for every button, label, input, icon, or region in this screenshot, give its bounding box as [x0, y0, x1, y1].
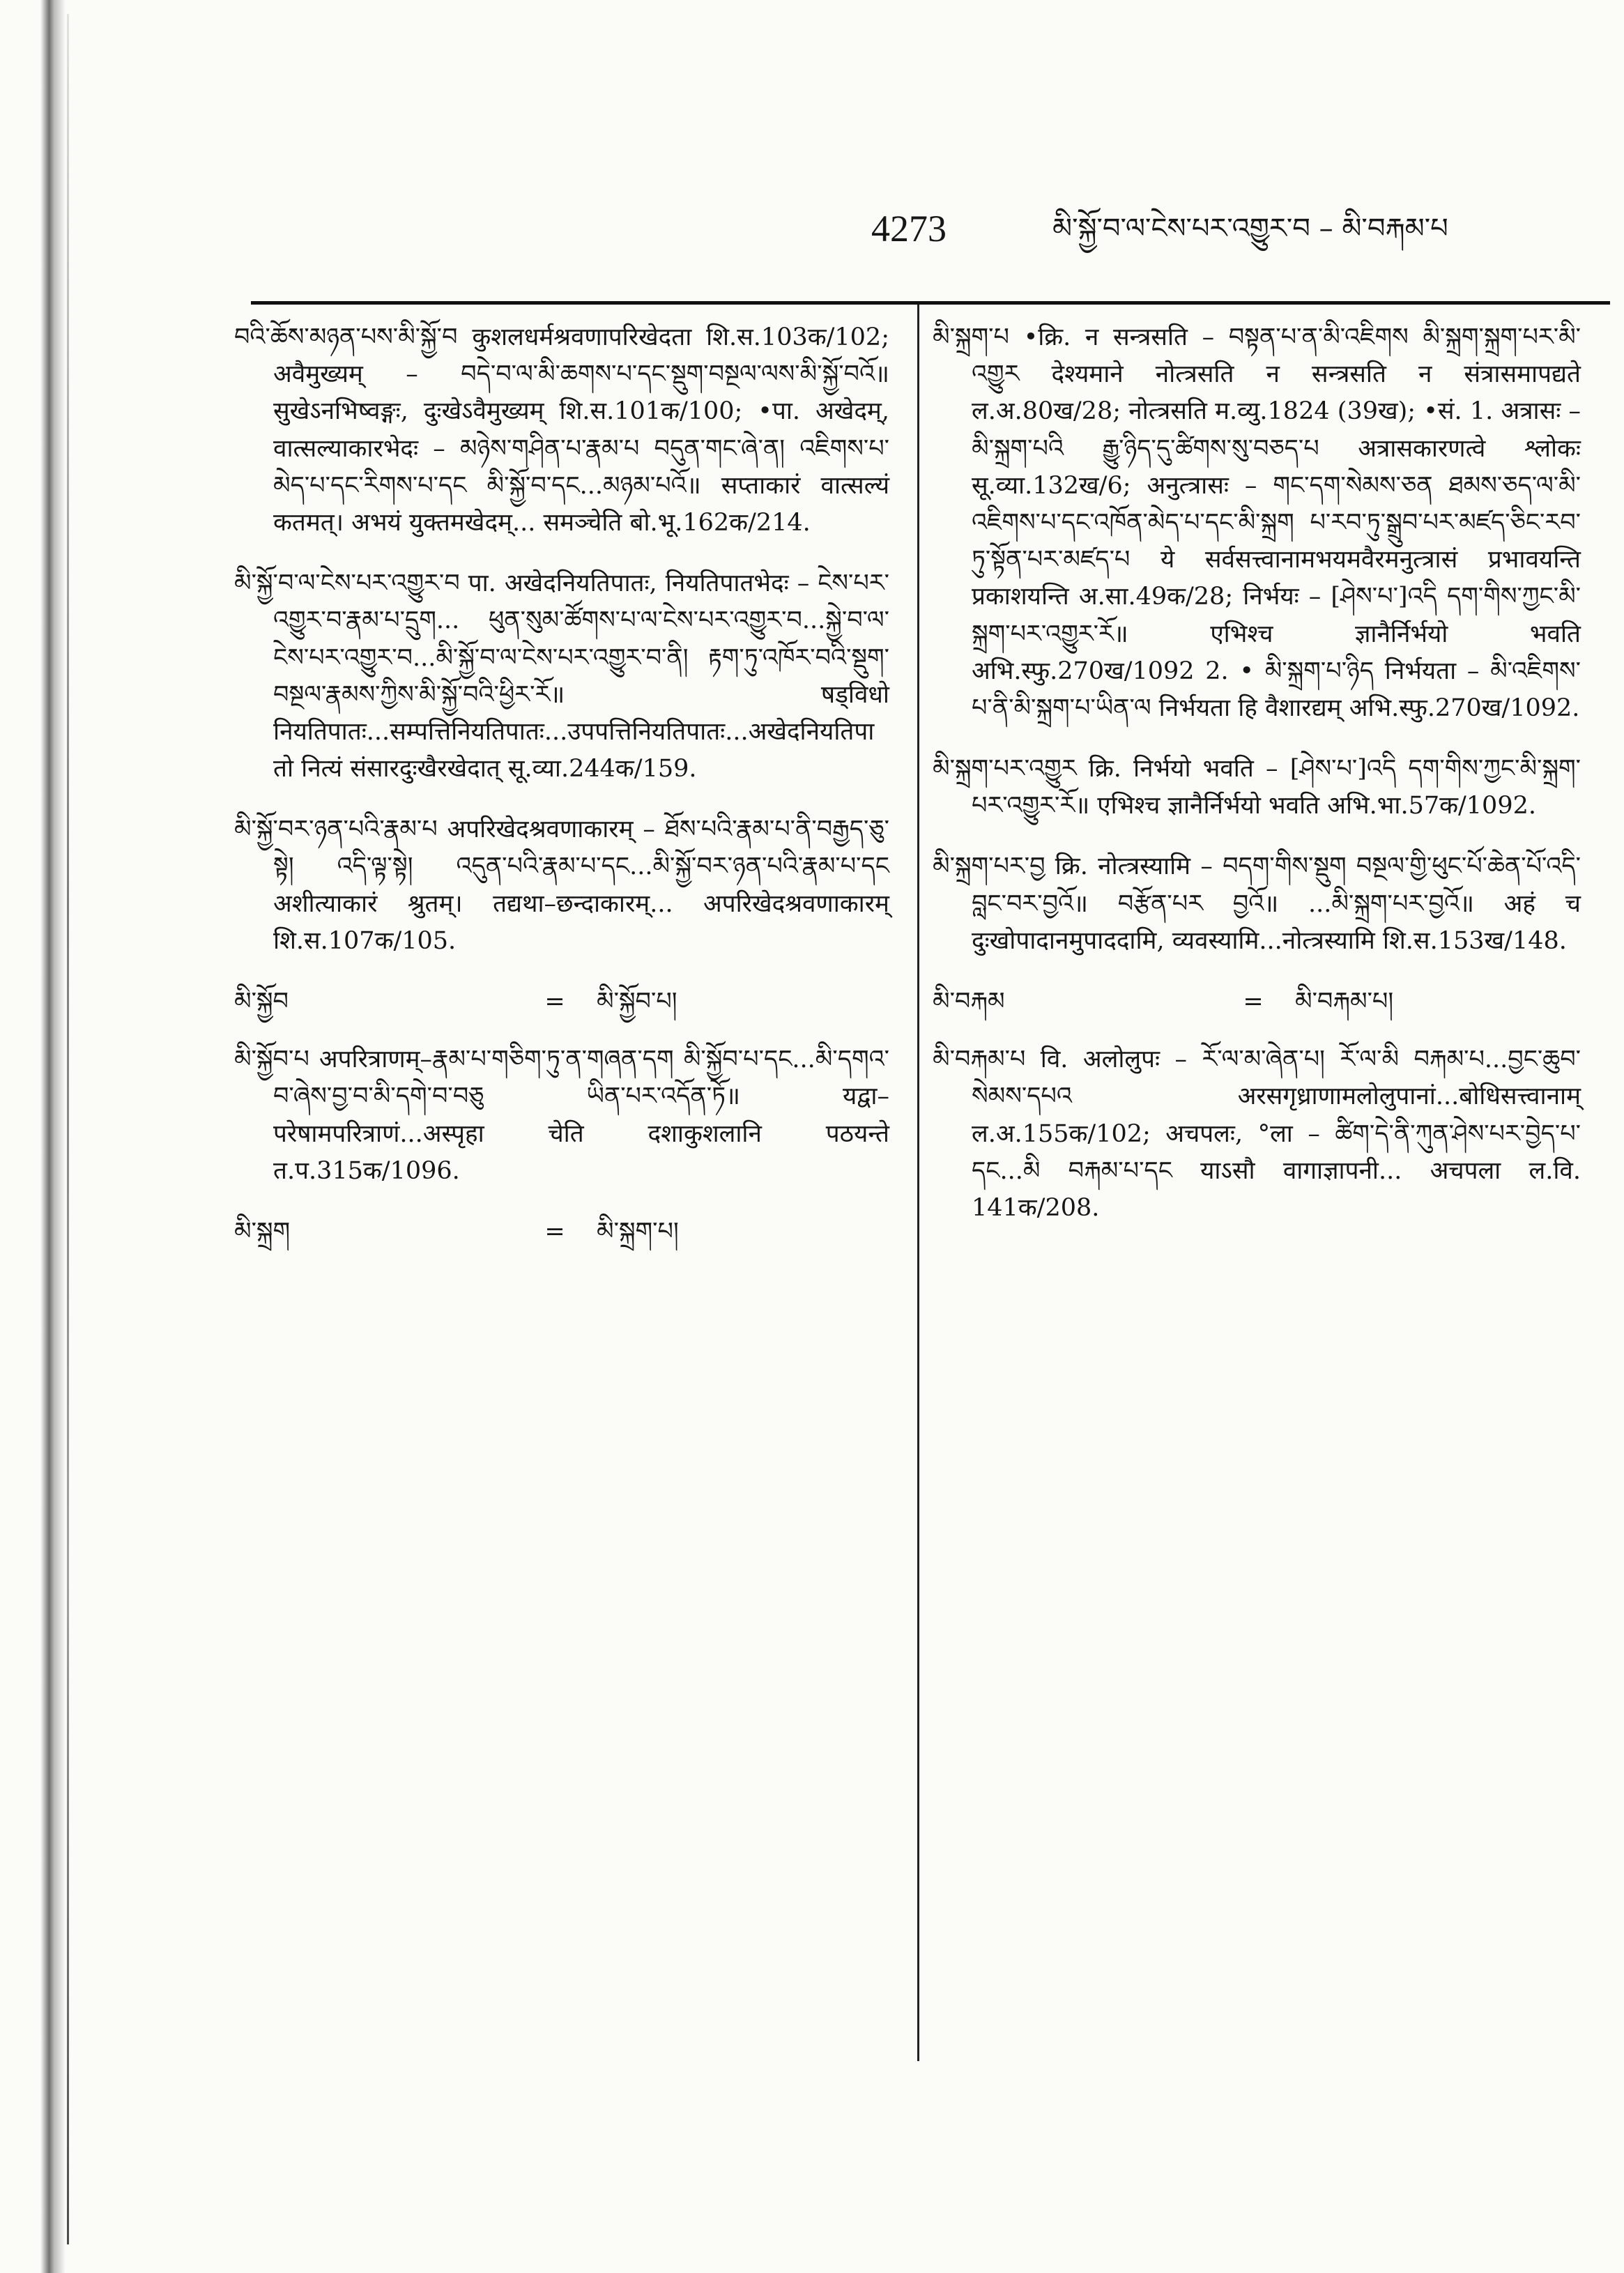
- xref-target: མི་སྐྱོབ་པ།: [597, 988, 677, 1016]
- book-binding-shadow: [40, 0, 66, 2273]
- right-column: [933, 319, 1581, 1250]
- dictionary-entry: མི་སྐྱོ་བ་ལ་ངེས་པར་འགྱུར་བ पा. अखेदनियतिपातः, नियतिपातभेदः – ངེས་པར་འགྱུར་བ་རྣམ་པ་དྲུག... ཕུན་སུམ་ཚོགས་པ་ལ་ངེས་པར་འགྱུར་བ...སྐྱེ་བ་ལ་ངེས་པར་འགྱུར་བ...མི་སྐྱོ་བ་ལ་ངེས་པར་འགྱུར་བ་ནི། རྟག་ཏུ་འཁོར་བའི་སྡུག་བསྔལ་རྣམས་ཀྱིས་མི་སྐྱོ་བའི་ཕྱིར་རོ॥ षड्विधो नियतिपातः...सम्पत्तिनियतिपातः...उपपत्तिनियतिपातः...अखेदनियतिपातो नित्यं संसारदुःखैरखेदात् सू.व्या.244क/159.: [234, 569, 889, 783]
- cross-reference-entry: [234, 1214, 889, 1250]
- xref-equals: =: [544, 1217, 565, 1246]
- header-rule: [251, 301, 1610, 305]
- left-column: [234, 319, 889, 1271]
- dictionary-entry: མི་སྐྲག་པར་བྱ क्रि. नोत्त्रस्यामि – བདག་གིས་སྡུག བསྔལ་གྱི་ཕུང་པོ་ཆེན་པོ་འདི་བླང་བར་བྱའོ॥ བརྩོན་པར བྱའོ॥ ...མི་སྐྲག་པར་བྱའོ॥ अहं च दुःखोपादानमुपाददामि, व्यवस्यामि...नोत्त्रस्यामि शि.स.153ख/148.: [933, 852, 1581, 955]
- dictionary-entry: མི་བརྐམ་པ वि. अलोलुपः – རོ་ལ་མ་ཞེན་པ། རོ་ལ་མི བརྐམ་པ...བྱང་ཆུབ་སེམས་དཔའ अरसगृध्राणामलोलुपानां...बोधिसत्त्वानाम् ल.अ.155क/102; अचपलः, °ला – ཚིག་དེ་ནི་ཀུན་ཤེས་པར་བྱེད་པ་དང...མི བརྐམ་པ་དང याऽसौ वागाज्ञापनी... अचपला ल.वि. 141क/208.: [933, 1046, 1581, 1222]
- xref-equals: =: [544, 988, 565, 1016]
- xref-target: མི་སྐྲག་པ།: [597, 1217, 679, 1246]
- dictionary-entry: མི་སྐྱོ་བར་ཉན་པའི་རྣམ་པ अपरिखेदश्रवणाकारम् – ཐོས་པའི་རྣམ་པ་ནི་བརྒྱད་ཅུ་སྟེ། འདི་ལྟ་སྟེ། འདུན་པའི་རྣམ་པ་དང...མི་སྐྱོ་བར་ཉན་པའི་རྣམ་པ་དང अशीत्याकारं श्रुतम्। तद्यथा–छन्दाकारम्... अपरिखेदश्रवणाकारम् शि.स.107क/105.: [234, 816, 889, 955]
- page-header: [251, 201, 1589, 257]
- cross-reference-entry: [234, 984, 889, 1020]
- dictionary-entry: བའི་ཆོས་མཉན་པས་མི་སྐྱོ་བ कुशलधर्मश्रवणापरिखेदता शि.स.103क/102; अवैमुख्यम् – བདེ་བ་ལ་མི་ཆགས་པ་དང་སྡུག་བསྔལ་ལས་མི་སྐྱོ་བའོ॥ सुखेऽनभिष्वङ्गः, दुःखेऽवैमुख्यम् शि.स.101क/100; •पा. अखेदम्, वात्सल्याकारभेदः – མཉེས་གཤིན་པ་རྣམ་པ བདུན་གང་ཞེ་ན། འཇིགས་པ་མེད་པ་དང་རིགས་པ་དང མི་སྐྱོ་བ་དང...མཉམ་པའོ॥ सप्ताकारं वात्सल्यं कतमत्। अभयं युक्तमखेदम्... समञ्चेति बो.भू.162क/214.: [234, 323, 889, 537]
- page-number: 4273: [871, 208, 947, 250]
- column-divider: [917, 305, 919, 2061]
- xref-headword: མི་སྐྱོབ: [234, 988, 289, 1016]
- dictionary-entry: མི་སྐྲག་པ •क्रि. न सन्त्रसति – བསྟན་པ་ན་མི་འཇིགས མི་སྐྲག་སྐྲག་པར་མི་འགྱུར देश्यमाने नोत्त्रसति न सन्त्रसति न संत्रासमापद्यते ल.अ.80ख/28; नोत्त्रसति म.व्यु.1824 (39ख); •सं. 1. अत्रासः – མི་སྐྲག་པའི རྒྱུ་ཉིད་དུ་ཚིགས་སུ་བཅད་པ अत्रासकारणत्वे श्लोकः सू.व्या.132ख/6; अनुत्त्रासः – གང་དག་སེམས་ཅན ཐམས་ཅད་ལ་མི་འཇིགས་པ་དང་འཁོན་མེད་པ་དང་མི་སྐྲག པ་རབ་ཏུ་སྒྲུབ་པར་མཛད་ཅིང་རབ་ཏུ་སྟོན་པར་མཛད་པ ये सर्वसत्त्वानामभयमवैरमनुत्त्रासं प्रभावयन्ति प्रकाशयन्ति अ.सा.49क/28; निर्भयः – [ཤེས་པ་]འདི དག་གིས་ཀྱང་མི་སྐྲག་པར་འགྱུར་རོ॥ एभिश्च ज्ञानैर्निर्भयो भवति अभि.स्फु.270ख/1092 2. • མི་སྐྲག་པ་ཉིད निर्भयता – མི་འཇིགས་པ་ནི་མི་སྐྲག་པ་ཡིན་ལ निर्भयता हि वैशारद्यम् अभि.स्फु.270ख/1092.: [933, 323, 1581, 722]
- xref-headword: མི་བརྐམ: [933, 988, 1005, 1016]
- xref-target: མི་བརྐམ་པ།: [1295, 988, 1394, 1016]
- cross-reference-entry: [933, 984, 1581, 1020]
- running-head: མི་སྐྱོ་བ་ལ་ངེས་པར་འགྱུར་བ – མི་བརྐམ་པ: [1052, 213, 1448, 245]
- dictionary-entry: མི་སྐྲག་པར་འགྱུར क्रि. निर्भयो भवति – [ཤེས་པ་]འདི དག་གིས་ཀྱང་མི་སྐྲག་པར་འགྱུར་རོ॥ एभिश्च ज्ञानैर्निर्भयो भवति अभि.भा.57क/1092.: [933, 755, 1581, 820]
- dictionary-entry: མི་སྐྱོབ་པ अपरित्राणम्–རྣམ་པ་གཅིག་ཏུ་ན་གཞན་དག མི་སྐྱོབ་པ་དང...མི་དགའ་བ་ཞེས་བྱ་བ་མི་དགེ་བ་བཅུ ཡིན་པར་འདོན་ཏོ॥ यद्वा–परेषामपरित्राणं...अस्पृहा चेति दशाकुशलानि पठयन्ते त.प.315क/1096.: [234, 1046, 889, 1185]
- page-edge: [67, 14, 69, 2244]
- xref-headword: མི་སྐྲག: [234, 1217, 291, 1246]
- xref-equals: =: [1243, 988, 1264, 1016]
